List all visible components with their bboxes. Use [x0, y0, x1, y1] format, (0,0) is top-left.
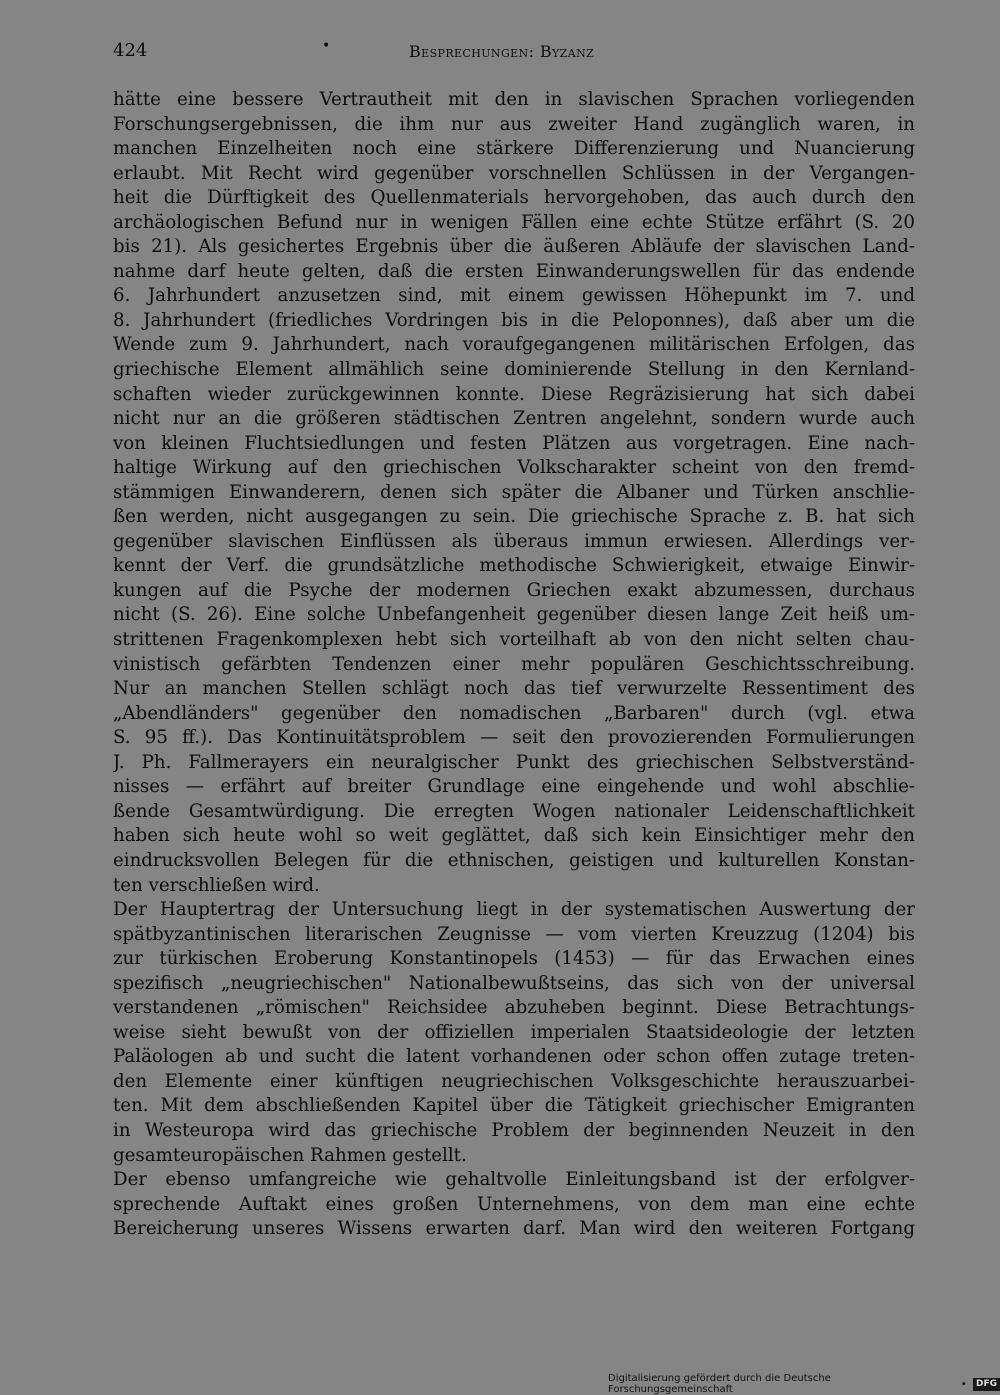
text-line: archäologischen Befund nur in wenigen Fällen eine echte Stütze erfährt (S. 20: [113, 211, 915, 233]
scan-speck: •: [322, 38, 331, 54]
text-line: hätte eine bessere Vertrautheit mit den in slavischen Sprachen vorliegenden: [113, 89, 915, 110]
text-line: ten. Mit dem abschließenden Kapitel über die Tätigkeit griechischer Emigranten: [113, 1095, 915, 1117]
dfg-logo: DFG: [973, 1378, 1000, 1391]
text-line: gegenüber slavischen Einflüssen als überaus immun erwiesen. Allerdings ver-: [113, 530, 915, 552]
text-line: heit die Dürftigkeit des Quellenmaterials hervorgehoben, das auch durch den: [113, 187, 915, 209]
text-line: nisses — erfährt auf breiter Grundlage eine eingehende und wohl abschlie-: [113, 776, 915, 798]
text-line: kungen auf die Psyche der modernen Griechen exakt abzumessen, durchaus: [113, 579, 915, 601]
text-line: J. Ph. Fallmerayers ein neuralgischer Punkt des griechischen Selbstverständ-: [113, 751, 915, 773]
page-number: 424: [113, 40, 148, 61]
running-head: Besprechungen: Byzanz: [409, 42, 595, 61]
text-line: manchen Einzelheiten noch eine stärkere Differenzierung und Nuancierung: [113, 138, 915, 160]
text-line: erlaubt. Mit Recht wird gegenüber vorschnellen Schlüssen in der Vergangen-: [113, 162, 915, 184]
text-line: nahme darf heute gelten, daß die ersten Einwanderungswellen für das endende: [113, 260, 915, 282]
text-line: bis 21). Als gesichertes Ergebnis über die äußeren Abläufe der slavischen Land-: [113, 236, 915, 258]
text-line: stämmigen Einwanderern, denen sich später die Albaner und Türken anschlie-: [113, 481, 915, 503]
text-line: von kleinen Fluchtsiedlungen und festen Plätzen aus vorgetragen. Eine nach-: [113, 432, 915, 454]
text-line: S. 95 ff.). Das Kontinuitätsproblem — seit den provozierenden Formulierungen: [113, 727, 915, 749]
text-line: haben sich heute wohl so weit geglättet, daß sich kein Einsichtiger mehr den: [113, 825, 915, 847]
text-line: eindrucksvollen Belegen für die ethnischen, geistigen und kulturellen Konstan-: [113, 849, 915, 871]
text-line: spätbyzantinischen literarischen Zeugnisse — vom vierten Kreuzzug (1204) bis: [113, 923, 915, 945]
text-line: strittenen Fragenkomplexen hebt sich vorteilhaft ab von den nicht selten chau-: [113, 629, 915, 651]
text-line: Der Hauptertrag der Untersuchung liegt in der systematischen Auswertung der: [113, 899, 915, 921]
text-line: Bereicherung unseres Wissens erwarten darf. Man wird den weiteren Fortgang: [113, 1218, 915, 1240]
text-line: kennt der Verf. die grundsätzliche methodische Schwierigkeit, etwaige Einwir-: [113, 555, 915, 577]
text-line: Nur an manchen Stellen schlägt noch das tief verwurzelte Ressentiment des: [113, 678, 915, 700]
text-line: spezifisch „neugriechischen" Nationalbewußtseins, das sich von der universal: [113, 972, 915, 994]
text-line: sprechende Auftakt eines großen Unternehmens, von dem man eine echte: [113, 1193, 915, 1215]
body-text: [113, 88, 915, 1242]
text-line: weise sieht bewußt von der offiziellen imperialen Staatsideologie der letzten: [113, 1021, 915, 1043]
text-line: verstandenen „römischen" Reichsidee abzuheben beginnt. Diese Betrachtungs-: [113, 997, 915, 1019]
digitization-footer: [608, 1373, 1000, 1395]
text-line: Paläologen ab und sucht die latent vorhandenen oder schon offen zutage treten-: [113, 1046, 915, 1068]
text-line: ßen werden, nicht ausgegangen zu sein. Die griechische Sprache z. B. hat sich: [113, 506, 915, 528]
text-line: Der ebenso umfangreiche wie gehaltvolle Einleitungsband ist der erfolgver-: [113, 1169, 915, 1191]
paragraph: [113, 1168, 915, 1242]
text-line: nicht nur an die größeren städtischen Zentren angelehnt, sondern wurde auch: [113, 408, 915, 430]
footer-separator: •: [957, 1378, 970, 1390]
text-line: „Abendländers" gegenüber den nomadischen „Barbaren" durch (vgl. etwa: [113, 702, 915, 724]
text-line: 8. Jahrhundert (friedliches Vordringen bis in die Peloponnes), daß aber um die: [113, 309, 915, 331]
paragraph: [113, 88, 915, 898]
text-line: nicht (S. 26). Eine solche Unbefangenheit gegenüber diesen lange Zeit heiß um-: [113, 604, 915, 626]
text-line: schaften wieder zurückgewinnen konnte. Diese Regräzisierung hat sich dabei: [113, 383, 915, 405]
text-line: vinistisch gefärbten Tendenzen einer mehr populären Geschichtsschreibung.: [113, 653, 915, 675]
text-line: ßende Gesamtwürdigung. Die erregten Wogen nationaler Leidenschaftlichkeit: [113, 800, 915, 822]
text-line: Forschungsergebnissen, die ihm nur aus zweiter Hand zugänglich waren, in: [113, 113, 915, 135]
text-line: in Westeuropa wird das griechische Problem der beginnenden Neuzeit in den: [113, 1119, 915, 1141]
text-line: griechische Element allmählich seine dominierende Stellung in den Kernland-: [113, 359, 915, 381]
footer-text: Digitalisierung gefördert durch die Deutsche Forschungsgemeinschaft: [608, 1373, 831, 1395]
text-line: haltige Wirkung auf den griechischen Volkscharakter scheint von den fremd-: [113, 457, 915, 479]
text-line: ten verschließen wird.: [113, 874, 320, 896]
text-line: Wende zum 9. Jahrhundert, nach voraufgegangenen militärischen Erfolgen, das: [113, 334, 915, 356]
paragraph: [113, 898, 915, 1168]
text-line: 6. Jahrhundert anzusetzen sind, mit einem gewissen Höhepunkt im 7. und: [113, 285, 915, 307]
text-line: zur türkischen Eroberung Konstantinopels (1453) — für das Erwachen eines: [113, 948, 915, 970]
text-line: gesamteuropäischen Rahmen gestellt.: [113, 1144, 467, 1166]
text-line: den Elemente einer künftigen neugriechischen Volksgeschichte herauszuarbei-: [113, 1070, 915, 1092]
